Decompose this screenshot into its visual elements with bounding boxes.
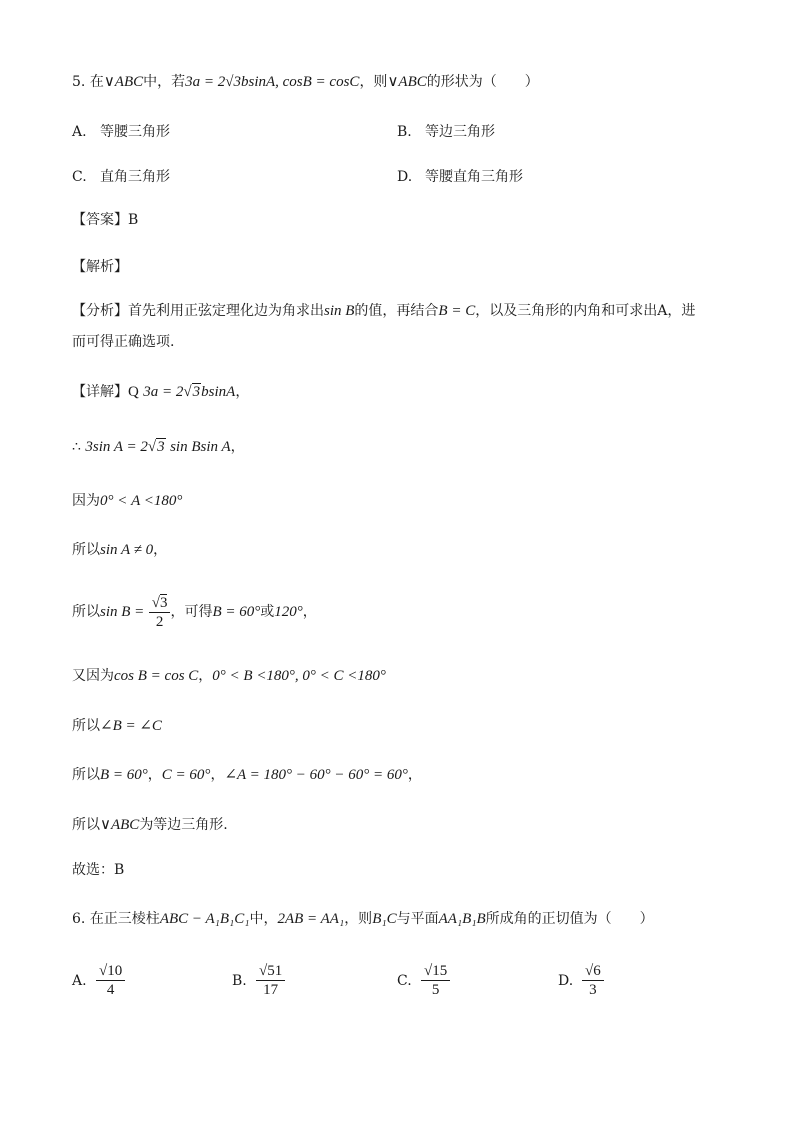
fenxi-text: 首先利用正弦定理化边为角求出 <box>128 303 324 319</box>
fenxi-tag: 【分析】 <box>72 303 128 319</box>
q5-xiangjie-1: 【详解】Q 3a = 2√3bsinA， <box>72 384 250 400</box>
q5-triangle: ∨ABC <box>387 74 427 90</box>
q5-choice: 故选：B <box>72 862 125 878</box>
text: ，可得 <box>170 604 213 620</box>
fraction: $\frac{√15}{5}$ <box>421 962 450 999</box>
q6-stem-text: ，则 <box>344 911 373 927</box>
q5-stem-text: 的形状为（ ） <box>426 74 539 90</box>
q5-option-d[interactable] <box>397 167 523 187</box>
q5-stem-text: ，则 <box>359 74 388 90</box>
therefore-symbol: ∴ <box>72 439 81 455</box>
q6-stem <box>72 909 654 929</box>
q5-fenxi <box>72 301 695 321</box>
q6-line: B₁C <box>372 911 397 927</box>
q5-answer <box>72 210 138 230</box>
math-expr: 120° <box>274 604 303 620</box>
option-label: C. <box>397 972 412 989</box>
math-expr: 0° < A <180° <box>100 493 183 509</box>
math-expr: sin B = <box>100 604 145 620</box>
q5-stem <box>72 72 539 92</box>
math-expr: ∨ABC <box>100 817 140 833</box>
option-text: 等边三角形 <box>425 124 495 140</box>
q6-stem-text: 所成角的正切值为（ ） <box>485 911 654 927</box>
option-label: C. <box>72 169 87 185</box>
math-expr: C = 60° <box>161 767 211 783</box>
q5-xiangjie-2: ∴ 3sin A = 2√3 sin Bsin A， <box>72 439 245 455</box>
q6-prism: ABC − A₁B₁C₁ <box>159 911 250 927</box>
math-expr: B = 60° <box>100 767 148 783</box>
option-label: D. <box>397 169 413 185</box>
sqrt-symbol: √3 <box>147 439 165 455</box>
q5-option-c[interactable] <box>72 167 170 187</box>
q6-option-d[interactable] <box>558 962 604 999</box>
option-text: 直角三角形 <box>100 169 170 185</box>
q5-number: 5. <box>72 74 86 90</box>
q6-option-b[interactable] <box>232 962 285 999</box>
sqrt-symbol: √3 <box>183 384 201 400</box>
q5-xiangjie-8: 所以B = 60°，C = 60°，∠A = 180° − 60° − 60° = 60°， <box>72 767 422 783</box>
text: 所以 <box>72 604 100 620</box>
option-label: A. <box>72 972 87 989</box>
because-symbol: Q <box>128 384 139 400</box>
option-label: B. <box>397 124 412 140</box>
text: 所以 <box>72 542 100 558</box>
fraction: $\frac{√10}{4}$ <box>96 962 125 999</box>
math-expr: sin Bsin A <box>170 439 231 455</box>
q6-option-c[interactable] <box>397 962 450 999</box>
math-expr: bsinA <box>201 384 236 400</box>
math-expr: 3sin A = 2 <box>85 439 148 455</box>
q5-xiangjie-6: 又因为cos B = cos C，0° < B <180°, 0° < C <180° <box>72 668 386 684</box>
text: 或 <box>260 604 275 620</box>
math-expr: ∠B = ∠C <box>100 718 162 734</box>
q6-stem-text: 在正三棱柱 <box>89 911 160 927</box>
fenxi-math: sin B <box>324 303 355 319</box>
fraction: $\frac{√6}{3}$ <box>582 962 604 999</box>
math-expr: cos B = cos C <box>114 668 199 684</box>
q5-xiangjie-4: 所以sin A ≠ 0， <box>72 542 168 558</box>
text: 所以 <box>72 718 100 734</box>
fenxi-text: 的值，再结合 <box>354 303 439 319</box>
fraction: $\frac{√51}{17}$ <box>256 962 285 999</box>
answer-value: B <box>128 212 139 228</box>
q5-triangle: ∨ABC <box>103 74 144 90</box>
q5-option-b[interactable] <box>397 122 495 142</box>
math-expr: 3a = 2 <box>143 384 184 400</box>
q5-fenxi-cont: 而可得正确选项. <box>72 334 175 350</box>
q5-stem-text: 中，若 <box>143 74 186 90</box>
fenxi-text: ，以及三角形的内角和可求出A，进 <box>475 303 696 319</box>
q5-xiangjie-7 <box>72 716 162 736</box>
math-expr: 0° < B <180°, 0° < C <180° <box>212 668 386 684</box>
math-expr: B = 60° <box>212 604 261 620</box>
text: 所以 <box>72 767 100 783</box>
q6-condition: 2AB = AA₁ <box>277 911 345 927</box>
option-label: A. <box>72 124 87 140</box>
text: 因为 <box>72 493 100 509</box>
text: 所以 <box>72 817 100 833</box>
q6-stem-text: 与平面 <box>396 911 439 927</box>
q6-option-a[interactable] <box>72 962 125 999</box>
option-label: B. <box>232 972 247 989</box>
q6-stem-text: 中， <box>249 911 278 927</box>
q5-option-a[interactable] <box>72 122 170 142</box>
text: 又因为 <box>72 668 114 684</box>
fenxi-math: B = C <box>438 303 476 319</box>
text: 为等边三角形. <box>139 817 228 833</box>
option-text: 等腰直角三角形 <box>425 169 523 185</box>
q6-plane: AA₁B₁B <box>438 911 486 927</box>
xiangjie-tag: 【详解】 <box>72 384 128 400</box>
q5-xiangjie-3 <box>72 491 182 511</box>
q5-stem-text: 在 <box>89 74 104 90</box>
option-text: 等腰三角形 <box>100 124 170 140</box>
math-expr: ∠A = 180° − 60° − 60° = 60° <box>224 767 408 783</box>
math-expr: sin A ≠ 0 <box>100 542 154 558</box>
q5-condition: 3a = 2√3bsinA, cosB = cosC <box>185 74 360 90</box>
q5-xiangjie-9 <box>72 815 228 835</box>
option-label: D. <box>558 972 574 989</box>
answer-tag: 【答案】 <box>72 212 128 228</box>
q5-xiangjie-5: 所以sin B = $\frac{√3}{2}$ ，可得B = 60°或120°， <box>72 594 317 630</box>
q6-number: 6. <box>72 911 86 927</box>
fraction: $\frac{√3}{2}$ <box>149 594 171 631</box>
q5-analysis-tag: 【解析】 <box>72 259 128 275</box>
